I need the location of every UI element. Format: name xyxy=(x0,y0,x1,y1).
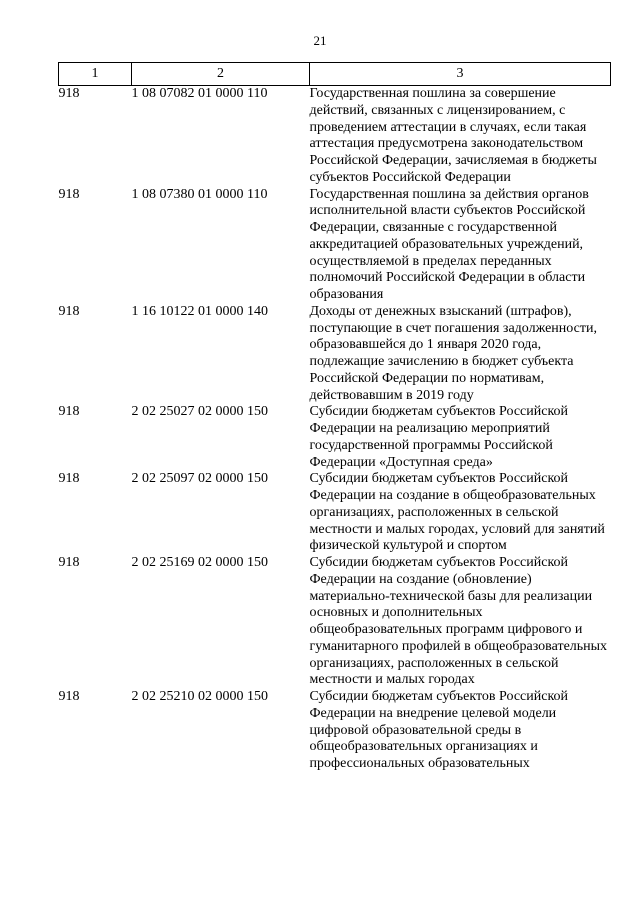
agency-code-cell: 918 xyxy=(58,186,80,202)
description-cell: Субсидии бюджетам субъектов Российской Федерации на реализацию мероприятий государственной программы Российской Федерации «Доступная среда» xyxy=(309,404,569,470)
budget-code-cell: 2 02 25169 02 0000 150 xyxy=(131,555,268,570)
budget-code-cell: 2 02 25210 02 0000 150 xyxy=(131,689,268,704)
agency-code-cell: 918 xyxy=(58,404,80,420)
column-header-2: 2 xyxy=(132,63,310,86)
description-cell: Субсидии бюджетам субъектов Российской Федерации на создание в общеобразовательных организациях, расположенных в сельской местности и малых городах, условий для занятий физической культурой и спортом xyxy=(309,471,605,554)
column-header-3: 3 xyxy=(310,63,611,86)
description-cell: Государственная пошлина за действия органов исполнительной власти субъектов Российской Федерации, связанные с государственной аккредитацией образовательных учреждений, осуществляемой в пределах переданных полномочий Российской Федерации в области образования xyxy=(309,186,589,302)
table-row xyxy=(59,555,611,689)
agency-code-cell: 918 xyxy=(58,689,80,704)
description-cell: Субсидии бюджетам субъектов Российской Федерации на создание (обновление) материально-технической базы для реализации основных и дополнительных общеобразовательных программ цифрового и гуманитарного профилей в общеобразовательных организациях, расположенных в сельской местности и малых городах xyxy=(309,555,608,688)
budget-code-cell: 1 16 10122 01 0000 140 xyxy=(131,303,268,319)
table-row xyxy=(59,187,611,304)
table-row xyxy=(59,404,611,471)
table-row xyxy=(59,689,611,773)
budget-code-cell: 2 02 25097 02 0000 150 xyxy=(131,471,268,487)
table-row xyxy=(59,304,611,405)
budget-code-cell: 1 08 07380 01 0000 110 xyxy=(131,186,268,202)
table-row xyxy=(59,471,611,555)
column-header-1: 1 xyxy=(59,63,132,86)
agency-code-cell: 918 xyxy=(58,471,80,487)
page-number: 21 xyxy=(313,33,327,48)
description-cell: Государственная пошлина за совершение действий, связанных с лицензированием, с проведением аттестации в случаях, если такая аттестация предусмотрена законодательством Российской Федерации, зачисляемая в бюджеты субъектов Российской Федерации xyxy=(309,86,597,185)
agency-code-cell: 918 xyxy=(58,555,80,570)
budget-code-cell: 2 02 25027 02 0000 150 xyxy=(131,404,268,420)
budget-codes-table xyxy=(58,62,611,773)
description-cell: Доходы от денежных взысканий (штрафов), поступающие в счет погашения задолженности, образовавшейся до 1 января 2020 года, подлежащие зачислению в бюджет субъекта Российской Федерации по нормативам, действовавшим в 2019 году xyxy=(309,303,597,403)
agency-code-cell: 918 xyxy=(58,303,80,319)
table-header-row xyxy=(59,63,611,86)
description-cell: Субсидии бюджетам субъектов Российской Федерации на внедрение целевой модели цифровой образовательной среды в общеобразовательных организациях и профессиональных образовательных xyxy=(309,689,569,771)
table-row xyxy=(59,86,611,187)
budget-code-cell: 1 08 07082 01 0000 110 xyxy=(131,86,268,101)
agency-code-cell: 918 xyxy=(58,86,80,101)
